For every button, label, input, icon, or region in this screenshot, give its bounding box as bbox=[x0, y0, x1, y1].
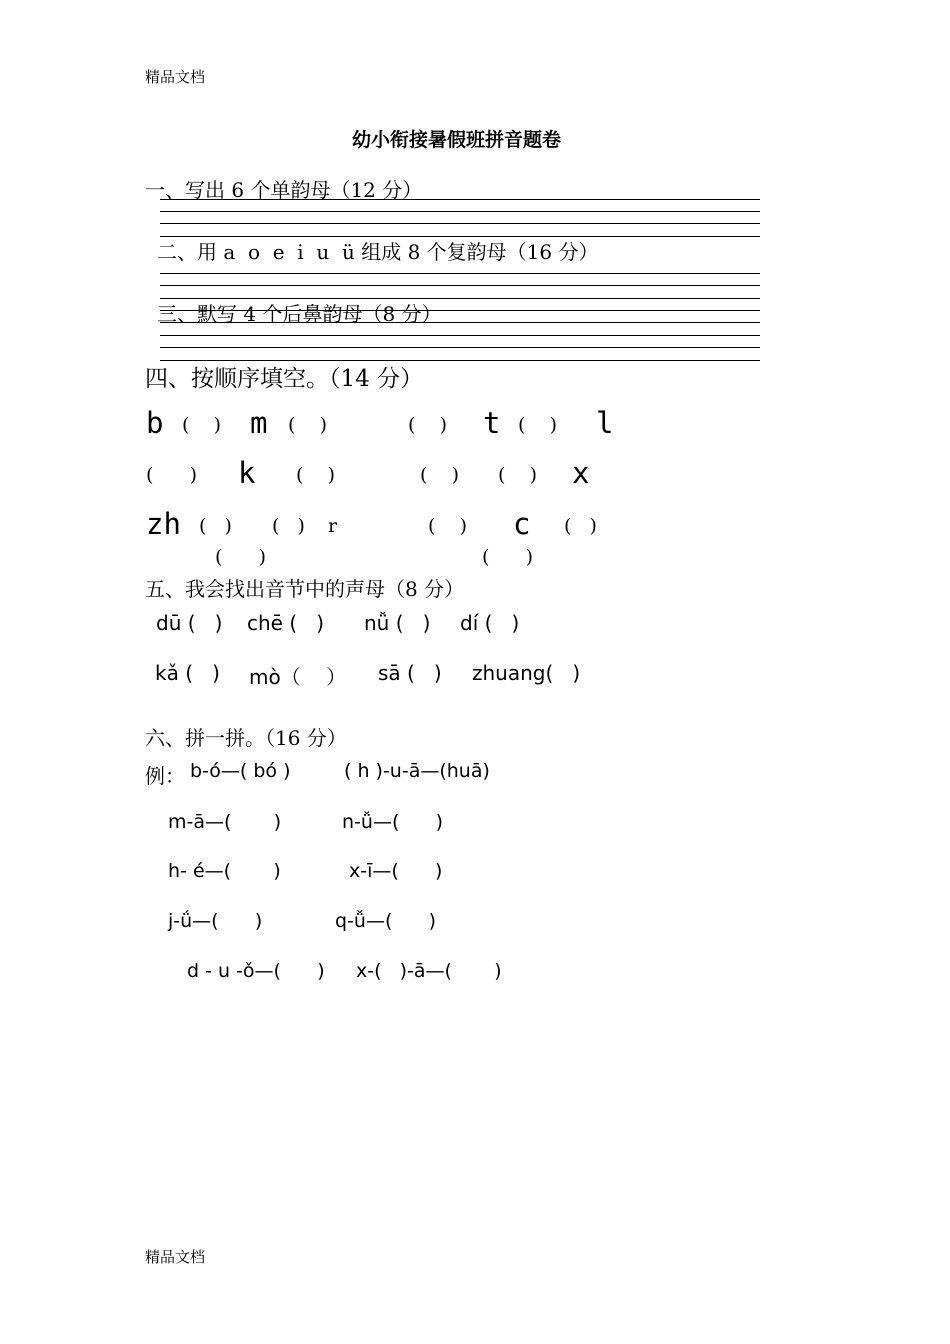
section-5-item: kǎ ( ) bbox=[155, 661, 220, 685]
section-2-heading: 二、用 a o e i u ü 组成 8 个复韵母（16 分） bbox=[157, 240, 599, 264]
section-1-heading: 一、写出 6 个单韵母（12 分） bbox=[145, 178, 423, 202]
section-6-item: q-ǚ—( ) bbox=[335, 910, 437, 932]
section-6-item: m-ā—( ) bbox=[168, 811, 282, 833]
section-4-cell: ( ) bbox=[146, 464, 198, 486]
section-4-cell: t bbox=[483, 406, 501, 440]
section-4-cell: l bbox=[596, 406, 614, 440]
section-6-item: j-ǘ—( ) bbox=[168, 910, 263, 932]
section-5-heading: 五、我会找出音节中的声母（8 分） bbox=[145, 577, 465, 601]
section-4-cell: ( ) bbox=[288, 414, 327, 436]
section-6-item: x-ī—( ) bbox=[349, 860, 443, 882]
section-4-cell: x bbox=[572, 456, 590, 490]
section-5-item: sā ( ) bbox=[378, 661, 442, 685]
section-4-cell: ( ) bbox=[498, 464, 537, 486]
section-4-cell: c bbox=[513, 507, 531, 541]
section-5-item: dū ( ) bbox=[156, 611, 223, 635]
section-4-heading: 四、按顺序填空。（14 分） bbox=[145, 366, 424, 392]
section-5-item: mò（ ） bbox=[249, 665, 347, 689]
section-6-example-item: b-ó—( bó ) bbox=[190, 760, 291, 782]
section-6-item: n-ǚ—( ) bbox=[342, 811, 444, 833]
section-4-cell: k bbox=[238, 456, 256, 490]
writing-line bbox=[160, 335, 760, 336]
page-footer: 精品文档 bbox=[145, 1248, 206, 1266]
section-5-item: dí ( ) bbox=[460, 611, 520, 635]
page-title: 幼小衔接暑假班拼音题卷 bbox=[352, 129, 562, 151]
writing-line bbox=[160, 347, 760, 348]
writing-line bbox=[160, 273, 760, 274]
section-4-cell: ( ) bbox=[296, 464, 335, 486]
section-4-cell: r bbox=[328, 515, 338, 537]
writing-line bbox=[160, 211, 760, 212]
section-4-cell: ( ) bbox=[408, 414, 447, 436]
section-5-item: chē ( ) bbox=[247, 611, 325, 635]
section-4-cell: ( ) bbox=[215, 546, 267, 568]
section-6-item: d - u -ǒ—( ) bbox=[187, 960, 325, 982]
writing-line bbox=[160, 199, 760, 200]
section-4-cell: ( ) bbox=[272, 515, 305, 537]
section-4-cell: ( ) bbox=[428, 515, 467, 537]
section-4-cell: ( ) bbox=[564, 515, 597, 537]
writing-line bbox=[160, 223, 760, 224]
section-4-cell: ( ) bbox=[199, 515, 232, 537]
page-header: 精品文档 bbox=[145, 68, 206, 86]
section-4-cell: zh bbox=[146, 507, 181, 541]
section-6-item: x-( )-ā—( ) bbox=[356, 960, 502, 982]
writing-line bbox=[160, 285, 760, 286]
section-6-example-item: ( h )-u-ā—(huā) bbox=[344, 760, 490, 782]
example-label: 例： bbox=[145, 764, 185, 788]
section-3-heading: 三、默写 4 个后鼻韵母（8 分） bbox=[157, 302, 442, 326]
section-4-cell: m bbox=[250, 406, 268, 440]
section-4-cell: ( ) bbox=[518, 414, 557, 436]
section-5-item: zhuang( ) bbox=[472, 661, 581, 685]
section-6-item: h- é—( ) bbox=[168, 860, 281, 882]
section-5-item: nǚ ( ) bbox=[364, 611, 431, 635]
section-4-cell: b bbox=[146, 406, 164, 440]
section-6-heading: 六、拼一拼。（16 分） bbox=[145, 726, 347, 750]
section-4-cell: ( ) bbox=[420, 464, 459, 486]
section-4-cell: ( ) bbox=[482, 546, 534, 568]
section-4-cell: ( ) bbox=[182, 414, 221, 436]
